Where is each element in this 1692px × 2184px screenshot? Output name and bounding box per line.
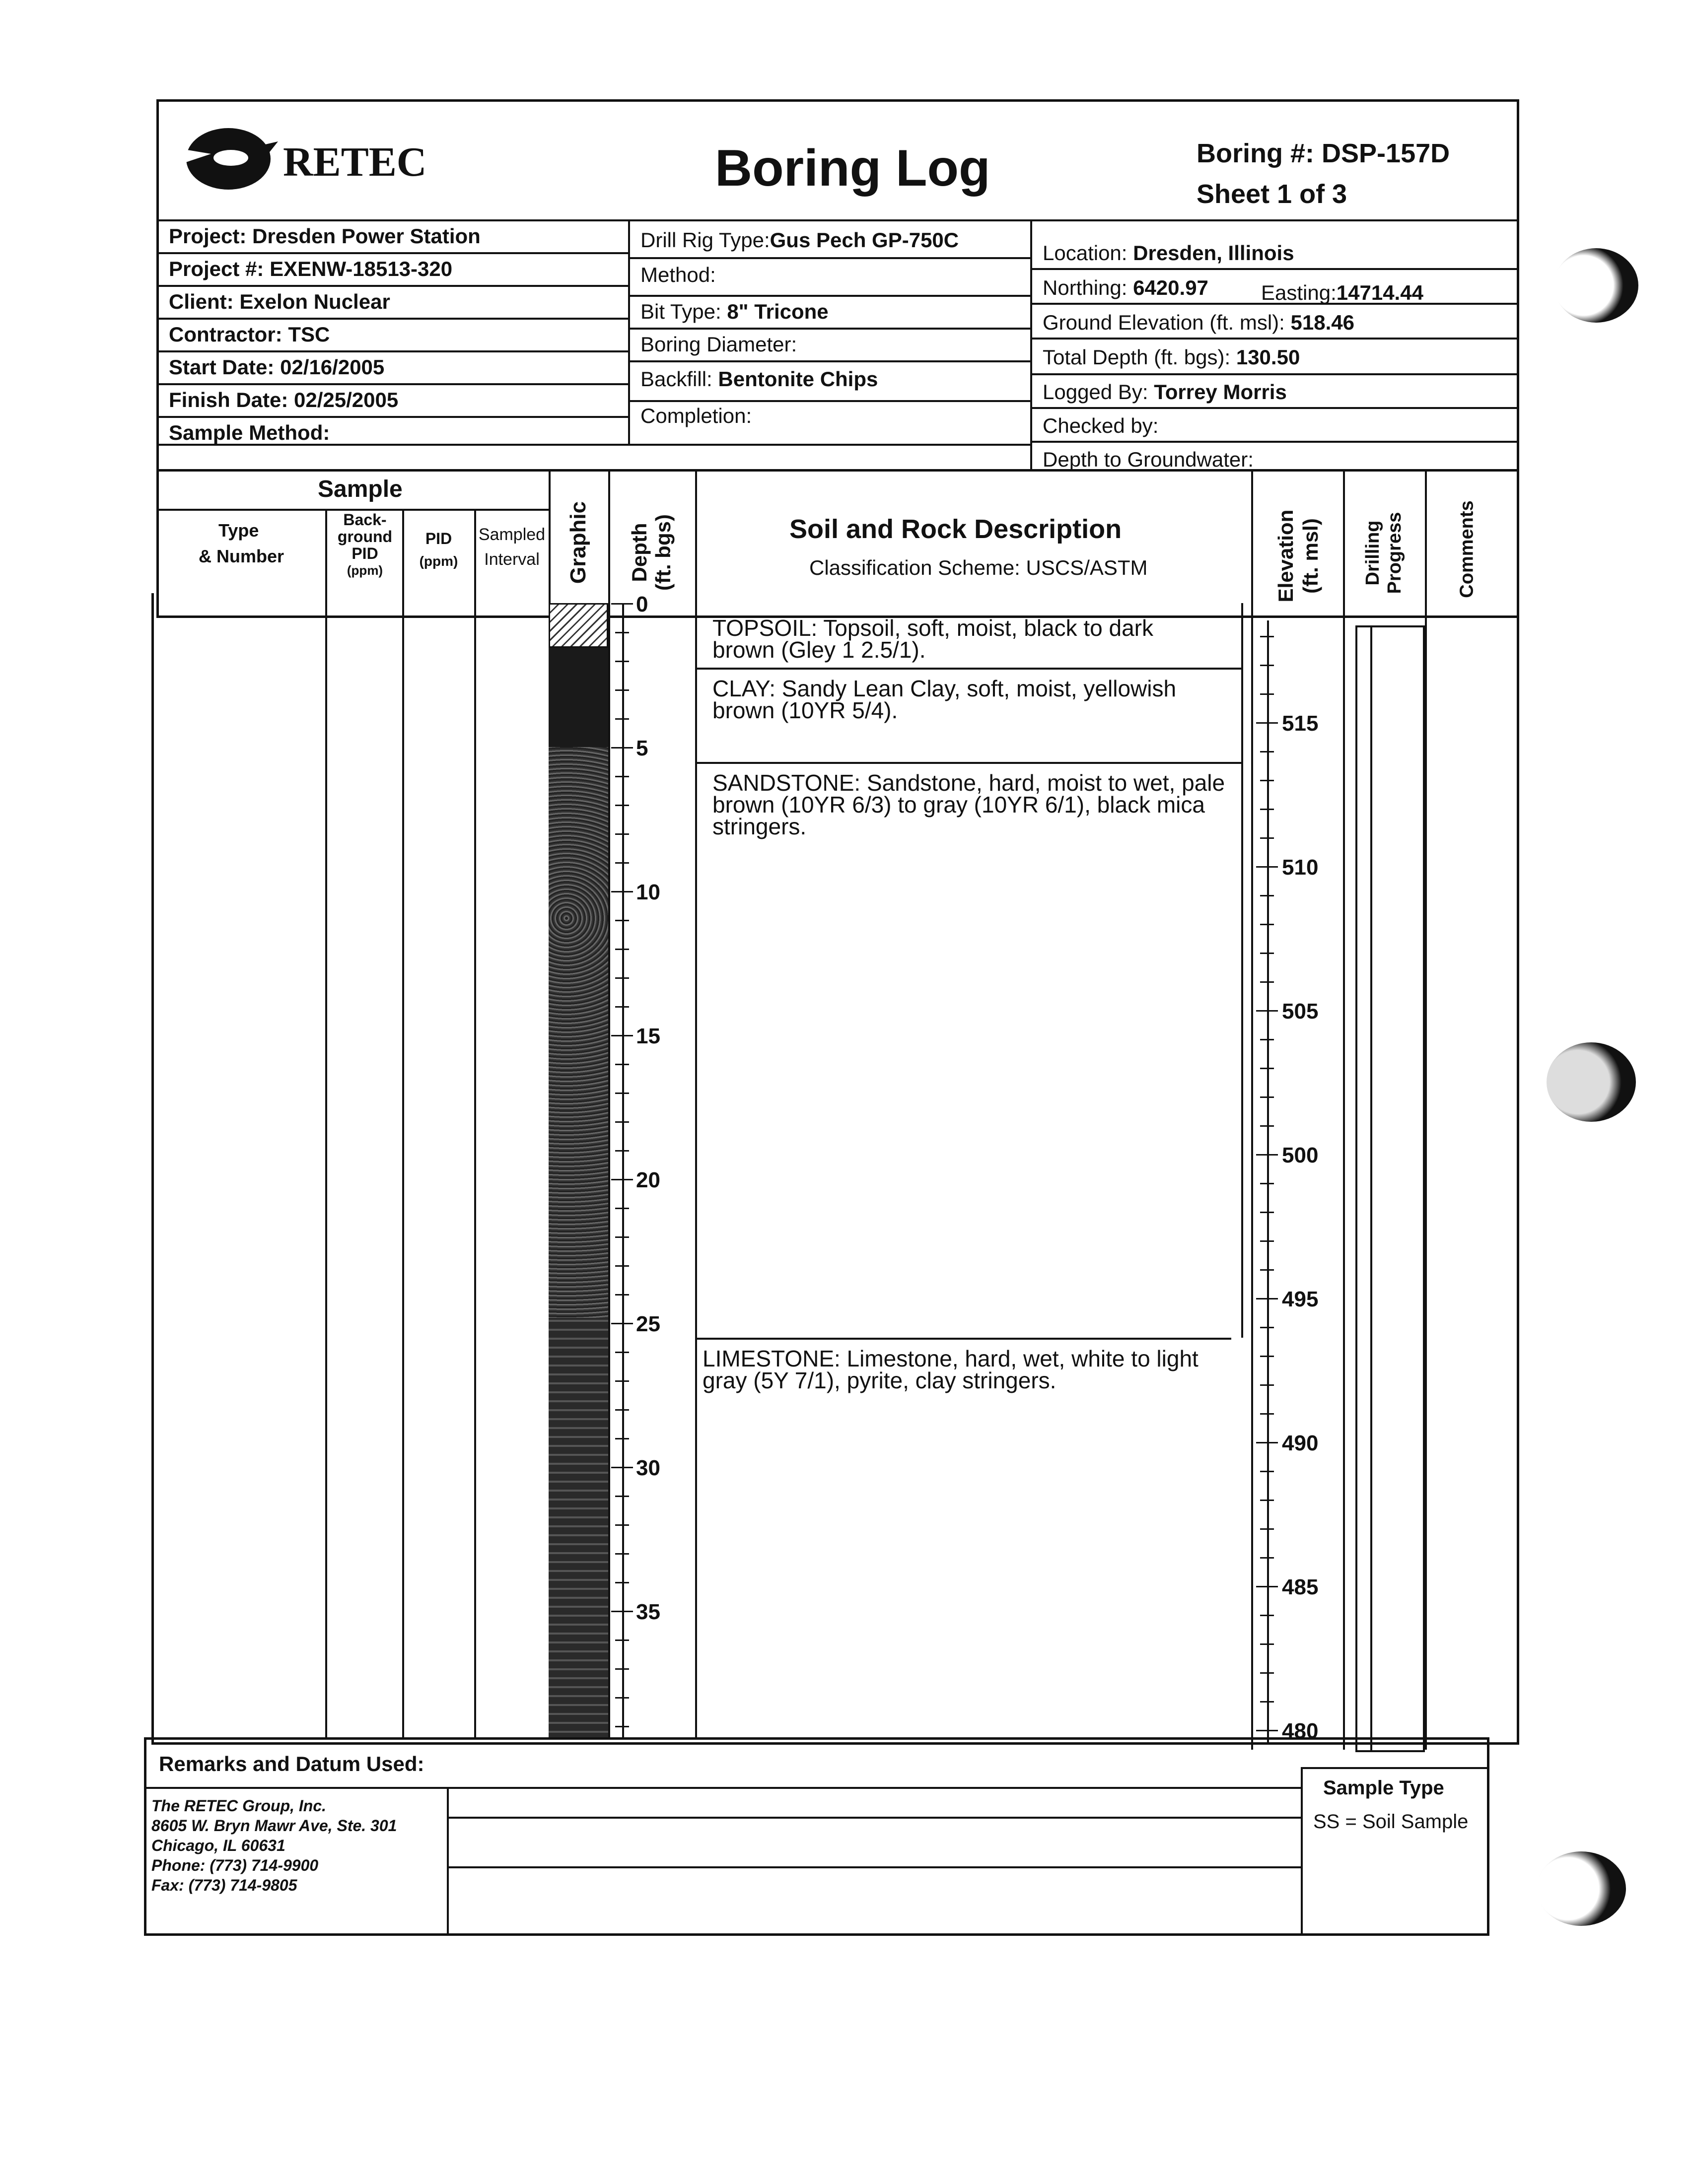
- drill-rig-field: Drill Rig Type:Gus Pech GP-750C: [640, 228, 959, 252]
- depth-minor-tick: [615, 1294, 629, 1296]
- elevation-minor-tick: [1260, 751, 1274, 752]
- sample-header: Sample: [318, 476, 403, 502]
- binder-hole: [1537, 1851, 1626, 1926]
- footer-line: [144, 1787, 1301, 1789]
- elevation-minor-tick: [1260, 1240, 1274, 1242]
- logo-text: RETEC: [283, 139, 427, 185]
- depth-minor-tick: [615, 1726, 629, 1727]
- checked-by-field: Checked by:: [1043, 414, 1159, 437]
- description-column: [695, 603, 1251, 1740]
- depth-minor-tick: [615, 1668, 629, 1670]
- elevation-minor-tick: [1260, 1125, 1274, 1127]
- depth-minor-tick: [615, 1582, 629, 1583]
- depth-major-tick: [611, 1035, 633, 1036]
- elevation-header: Elevation (ft. msl): [1274, 509, 1322, 603]
- elevation-label: 480: [1282, 1719, 1319, 1743]
- elevation-minor-tick: [1260, 924, 1274, 925]
- depth-major-tick: [611, 891, 633, 892]
- comments-header: Comments: [1456, 500, 1478, 598]
- drilling-progress-column: [1355, 625, 1425, 1752]
- finish-date-field: Finish Date: 02/25/2005: [169, 388, 399, 411]
- bit-type-field: Bit Type: 8" Tricone: [640, 300, 829, 323]
- depth-label: 5: [636, 736, 648, 760]
- depth-label: 35: [636, 1600, 660, 1624]
- depth-minor-tick: [615, 862, 629, 864]
- total-depth-field: Total Depth (ft. bgs): 130.50: [1043, 345, 1300, 369]
- logo-mark-icon: [171, 119, 285, 199]
- graphic-column: [549, 603, 608, 1740]
- elevation-major-tick: [1256, 1586, 1278, 1587]
- elevation-minor-tick: [1260, 1327, 1274, 1328]
- depth-minor-tick: [615, 833, 629, 835]
- elevation-minor-tick: [1260, 1356, 1274, 1357]
- row-line: [628, 328, 1030, 330]
- footer-line: [447, 1817, 1301, 1819]
- elevation-minor-tick: [1260, 1701, 1274, 1703]
- northing-field: Northing: 6420.97: [1043, 276, 1208, 299]
- row-line: [1030, 268, 1519, 270]
- company-address: The RETEC Group, Inc. 8605 W. Bryn Mawr Ave, Ste. 301 Chicago, IL 60631 Phone: (773) 714-9900 Fax: (773) 714-9805: [151, 1797, 397, 1894]
- elevation-minor-tick: [1260, 780, 1274, 781]
- elevation-minor-tick: [1260, 837, 1274, 839]
- binder-hole: [1554, 248, 1638, 323]
- layer-topsoil-description: TOPSOIL: Topsoil, soft, moist, black to dark brown (Gley 1 2.5/1).: [712, 615, 1153, 663]
- classification-header: Classification Scheme: USCS/ASTM: [809, 556, 1148, 579]
- contractor-field: Contractor: TSC: [169, 323, 330, 346]
- depth-minor-tick: [615, 1409, 629, 1411]
- depth-major-tick: [611, 747, 633, 749]
- elevation-minor-tick: [1260, 1672, 1274, 1674]
- depth-label: 25: [636, 1312, 660, 1336]
- depth-minor-tick: [615, 718, 629, 720]
- elevation-major-tick: [1256, 866, 1278, 868]
- elevation-minor-tick: [1260, 1384, 1274, 1386]
- layer-clay-description: CLAY: Sandy Lean Clay, soft, moist, yellowish brown (10YR 5/4).: [712, 676, 1177, 723]
- depth-minor-tick: [615, 689, 629, 691]
- row-line: [156, 383, 628, 385]
- elevation-label: 515: [1282, 711, 1319, 736]
- clay-graphic: [549, 648, 608, 747]
- elevation-minor-tick: [1260, 895, 1274, 896]
- row-line: [156, 285, 628, 287]
- depth-minor-tick: [615, 1064, 629, 1065]
- elevation-minor-tick: [1260, 1500, 1274, 1501]
- elevation-minor-tick: [1260, 1471, 1274, 1472]
- layer-limestone-description: LIMESTONE: Limestone, hard, wet, white to light gray (5Y 7/1), pyrite, clay stringers.: [703, 1346, 1198, 1393]
- depth-minor-tick: [615, 1553, 629, 1555]
- ground-elevation-field: Ground Elevation (ft. msl): 518.46: [1043, 311, 1354, 334]
- depth-axis: [622, 603, 624, 1740]
- depth-minor-tick: [615, 920, 629, 921]
- footer-line: [1301, 1767, 1489, 1769]
- desc-right-border: [1241, 603, 1243, 1338]
- layer-boundary: [695, 1338, 1231, 1340]
- graphic-header: Graphic: [566, 501, 590, 584]
- depth-minor-tick: [615, 1265, 629, 1267]
- project-number-field: Project #: EXENW-18513-320: [169, 257, 453, 280]
- sample-type-value: SS = Soil Sample: [1313, 1811, 1469, 1833]
- elevation-minor-tick: [1260, 1183, 1274, 1184]
- depth-major-tick: [611, 1323, 633, 1324]
- depth-minor-tick: [615, 1150, 629, 1152]
- remarks-label: Remarks and Datum Used:: [159, 1752, 424, 1775]
- elevation-major-tick: [1256, 1154, 1278, 1156]
- row-line: [156, 318, 628, 320]
- layer-boundary: [695, 668, 1241, 670]
- header-divider: [156, 219, 1519, 221]
- depth-label: 30: [636, 1456, 660, 1480]
- elevation-label: 490: [1282, 1431, 1319, 1455]
- footer-line: [447, 1866, 1301, 1868]
- row-line: [1030, 373, 1519, 375]
- col-divider: [628, 219, 630, 444]
- depth-label: 0: [636, 592, 648, 616]
- depth-minor-tick: [615, 776, 629, 777]
- depth-minor-tick: [615, 1092, 629, 1094]
- depth-minor-tick: [615, 949, 629, 950]
- depth-minor-tick: [615, 805, 629, 806]
- boring-number: Boring #: DSP-157D: [1197, 138, 1450, 168]
- sample-type-label: Sample Type: [1323, 1777, 1444, 1799]
- row-line: [1030, 407, 1519, 409]
- retec-logo: [171, 119, 285, 199]
- drilling-progress-inner: [1370, 625, 1372, 1752]
- completion-field: Completion:: [640, 404, 752, 427]
- type-header: Type: [218, 520, 259, 541]
- elevation-minor-tick: [1260, 981, 1274, 983]
- elevation-minor-tick: [1260, 809, 1274, 810]
- row-line: [156, 252, 628, 254]
- elevation-minor-tick: [1260, 1615, 1274, 1616]
- elevation-minor-tick: [1260, 1528, 1274, 1530]
- row-line: [156, 350, 628, 352]
- layer-sandstone-description: SANDSTONE: Sandstone, hard, moist to wet, pale brown (10YR 6/3) to gray (10YR 6/1), black mica stringers.: [712, 770, 1225, 839]
- groundwater-field: Depth to Groundwater:: [1043, 448, 1254, 471]
- row-line: [1030, 338, 1519, 340]
- depth-label: 20: [636, 1168, 660, 1192]
- elevation-label: 485: [1282, 1575, 1319, 1599]
- elevation-minor-tick: [1260, 953, 1274, 954]
- client-field: Client: Exelon Nuclear: [169, 290, 390, 313]
- col-divider: [1030, 219, 1032, 472]
- depth-label: 10: [636, 880, 660, 904]
- topsoil-graphic: [549, 603, 608, 648]
- pid-header: PID (ppm): [419, 530, 458, 569]
- elevation-major-tick: [1256, 1010, 1278, 1012]
- start-date-field: Start Date: 02/16/2005: [169, 355, 385, 379]
- number-header: & Number: [199, 546, 284, 566]
- depth-minor-tick: [615, 1438, 629, 1439]
- elevation-label: 505: [1282, 999, 1319, 1024]
- depth-label: 15: [636, 1024, 660, 1048]
- depth-minor-tick: [615, 632, 629, 633]
- depth-minor-tick: [615, 1697, 629, 1699]
- elevation-minor-tick: [1260, 693, 1274, 695]
- binder-hole: [1547, 1042, 1636, 1122]
- depth-minor-tick: [615, 977, 629, 979]
- location-field: Location: Dresden, Illinois: [1043, 241, 1294, 265]
- row-line: [1030, 441, 1519, 443]
- depth-minor-tick: [615, 1639, 629, 1641]
- depth-minor-tick: [615, 1352, 629, 1353]
- backfill-field: Backfill: Bentonite Chips: [640, 367, 878, 391]
- elevation-major-tick: [1256, 1442, 1278, 1443]
- elevation-minor-tick: [1260, 1212, 1274, 1213]
- row-line: [628, 257, 1030, 259]
- layer-boundary: [695, 762, 1241, 764]
- sandstone-graphic: [549, 747, 608, 1318]
- elevation-minor-tick: [1260, 1413, 1274, 1415]
- method-field: Method:: [640, 263, 716, 286]
- drilling-progress-header: Drilling Progress: [1362, 512, 1405, 594]
- row-line: [628, 360, 1030, 362]
- boring-diameter-field: Boring Diameter:: [640, 333, 797, 356]
- depth-major-tick: [611, 1611, 633, 1612]
- elevation-minor-tick: [1260, 665, 1274, 666]
- row-line: [628, 295, 1030, 297]
- elevation-label: 500: [1282, 1143, 1319, 1167]
- page-title: Boring Log: [715, 139, 990, 197]
- elevation-minor-tick: [1260, 1039, 1274, 1040]
- row-line: [628, 400, 1030, 402]
- sampled-interval-header: Sampled Interval: [478, 525, 546, 569]
- elevation-label: 495: [1282, 1287, 1319, 1311]
- elevation-minor-tick: [1260, 636, 1274, 637]
- sheet-number: Sheet 1 of 3: [1197, 179, 1347, 209]
- depth-major-tick: [611, 1179, 633, 1180]
- elevation-major-tick: [1256, 1298, 1278, 1299]
- depth-minor-tick: [615, 1006, 629, 1008]
- elevation-minor-tick: [1260, 1557, 1274, 1559]
- elevation-minor-tick: [1260, 1068, 1274, 1069]
- depth-major-tick: [611, 1467, 633, 1468]
- depth-minor-tick: [615, 1121, 629, 1123]
- depth-minor-tick: [615, 1208, 629, 1209]
- elevation-major-tick: [1256, 1730, 1278, 1731]
- project-field: Project: Dresden Power Station: [169, 224, 481, 248]
- limestone-graphic: [549, 1318, 608, 1740]
- depth-minor-tick: [615, 661, 629, 662]
- logged-by-field: Logged By: Torrey Morris: [1043, 380, 1287, 404]
- elevation-major-tick: [1256, 722, 1278, 724]
- background-pid-header: Back- ground PID (ppm): [337, 511, 393, 578]
- footer-divider: [1301, 1767, 1303, 1936]
- description-header: Soil and Rock Description: [789, 514, 1122, 544]
- elevation-minor-tick: [1260, 1269, 1274, 1271]
- easting-field: Easting:14714.44: [1261, 281, 1423, 304]
- elevation-minor-tick: [1260, 1643, 1274, 1645]
- depth-minor-tick: [615, 1236, 629, 1238]
- elevation-minor-tick: [1260, 1096, 1274, 1098]
- footer-divider: [447, 1787, 449, 1936]
- depth-minor-tick: [615, 1380, 629, 1382]
- depth-minor-tick: [615, 1496, 629, 1497]
- row-line: [156, 416, 628, 418]
- sample-method-field: Sample Method:: [169, 421, 330, 444]
- depth-header: Depth (ft. bgs): [628, 514, 675, 591]
- elevation-label: 510: [1282, 855, 1319, 880]
- depth-minor-tick: [615, 1524, 629, 1526]
- depth-major-tick: [611, 603, 633, 605]
